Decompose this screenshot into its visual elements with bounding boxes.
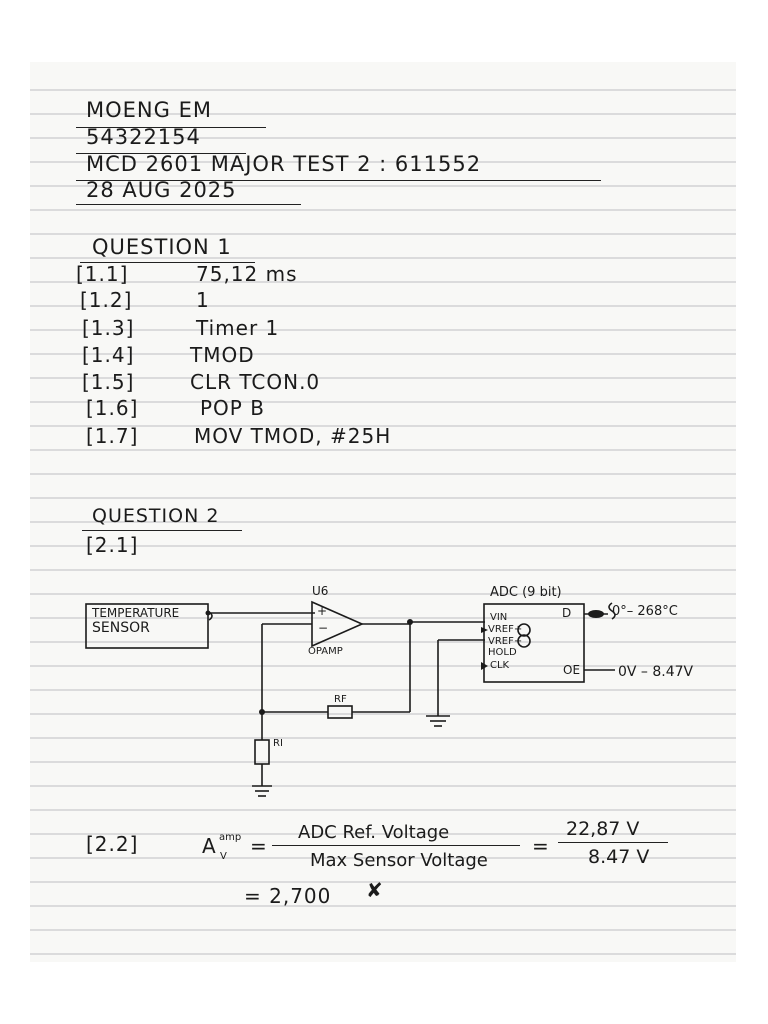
rf-label: RF <box>334 694 347 705</box>
adc-pin-d: D <box>562 606 572 620</box>
result-mark: ✘ <box>366 878 384 902</box>
value-equals: = <box>532 834 550 858</box>
adc-pin-clk: CLK <box>490 660 510 671</box>
opamp-plus-sign: + <box>317 604 328 618</box>
value-numerator: 22,87 V <box>566 818 640 840</box>
adc-output-voltage-range: 0V – 8.47V <box>618 664 694 680</box>
answer-1-4-text: TMOD <box>190 343 255 367</box>
gain-equals: = <box>250 834 268 858</box>
sensor-label-line-2: SENSOR <box>92 620 150 636</box>
opamp-minus-sign: − <box>318 621 329 635</box>
formula-numerator: ADC Ref. Voltage <box>298 822 450 843</box>
answer-1-3-text: Timer 1 <box>196 316 280 340</box>
student-name: MOENG EM <box>86 98 212 122</box>
answer-1-2-number: [1.2] <box>80 288 133 312</box>
adc-title: ADC (9 bit) <box>490 585 562 600</box>
opamp-reference: U6 <box>312 584 329 598</box>
gain-result: = 2,700 <box>244 884 332 908</box>
gain-subscript: V <box>220 851 227 862</box>
adc-output-temperature-range: 0°– 268°C <box>612 604 678 619</box>
gain-symbol: A <box>202 834 217 858</box>
answer-1-2-text: 1 <box>196 288 210 312</box>
answer-1-7-number: [1.7] <box>86 424 139 448</box>
ri-label: RI <box>273 738 283 749</box>
ri-resistor <box>255 740 269 764</box>
answer-1-4-number: [1.4] <box>82 343 135 367</box>
adc-pin-hold: HOLD <box>488 647 517 658</box>
question-2-title: QUESTION 2 <box>92 505 220 527</box>
value-denominator: 8.47 V <box>588 846 650 868</box>
question-1-title: QUESTION 1 <box>92 235 232 259</box>
sensor-label-line-1: TEMPERATURE <box>92 606 180 620</box>
answer-1-7-text: MOV TMOD, #25H <box>194 424 392 448</box>
formula-denominator: Max Sensor Voltage <box>310 850 488 871</box>
adc-pin-vin: VIN <box>490 612 508 623</box>
opamp-label: OPAMP <box>308 646 343 657</box>
gain-superscript: amp <box>219 832 242 843</box>
answer-1-5-text: CLR TCON.0 <box>190 370 321 394</box>
answer-1-1-number: [1.1] <box>76 262 129 286</box>
answer-1-6-text: POP B <box>200 396 265 420</box>
module-title: MCD 2601 MAJOR TEST 2 : 611552 <box>86 152 482 176</box>
answer-1-5-number: [1.5] <box>82 370 135 394</box>
adc-pin-vref-minus: VREF− <box>488 636 523 647</box>
student-number: 54322154 <box>86 125 201 149</box>
answer-1-3-number: [1.3] <box>82 316 135 340</box>
test-date: 28 AUG 2025 <box>86 178 237 202</box>
rf-resistor <box>328 706 352 718</box>
value-fraction-line <box>558 842 668 843</box>
answer-1-6-number: [1.6] <box>86 396 139 420</box>
answer-2-1-number: [2.1] <box>86 533 139 557</box>
adc-pin-vref-plus: VREF+ <box>488 624 523 635</box>
answer-1-1-text: 75,12 ms <box>196 262 298 286</box>
formula-fraction-line <box>272 845 520 846</box>
answer-2-2-number: [2.2] <box>86 832 139 856</box>
adc-pin-oe: OE <box>563 663 581 677</box>
